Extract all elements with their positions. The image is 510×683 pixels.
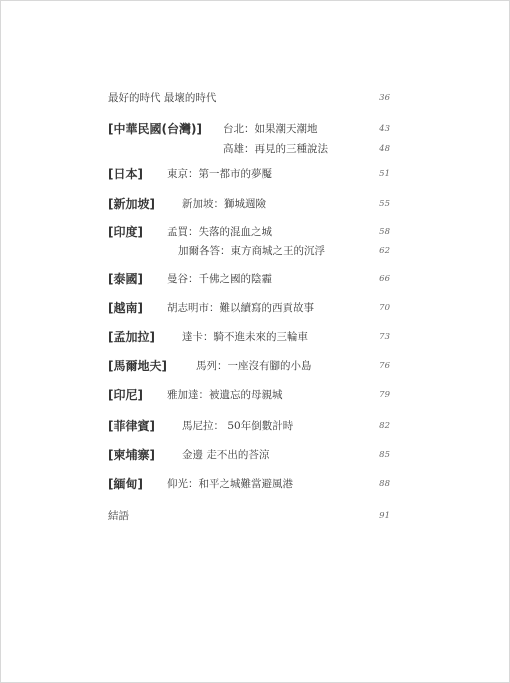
- toc-entry: [1, 298, 510, 318]
- country-label: [中華民國(台灣)]: [108, 122, 202, 136]
- toc-entry: [1, 194, 510, 214]
- toc-page-number: 55: [379, 199, 390, 209]
- toc-page-number: 73: [379, 332, 390, 342]
- toc-page-number: 88: [379, 479, 390, 489]
- toc-entry-title: 馬尼拉： 50年倒數計時: [182, 420, 294, 432]
- toc-page-number: 58: [379, 227, 390, 237]
- toc-page-number: 66: [379, 274, 390, 284]
- toc-entry: [1, 474, 510, 494]
- country-label: [馬爾地夫]: [108, 359, 167, 373]
- toc-entry-title: 高雄：再見的三種說法: [223, 143, 328, 155]
- toc-page-number: 48: [379, 144, 390, 154]
- toc-entry-title: 金邊 走不出的荅涼: [182, 449, 270, 461]
- toc-entry-title: 台北：如果潮天潮地: [223, 123, 318, 135]
- country-label: [越南]: [108, 301, 143, 315]
- toc-entry-title: 馬列：一座沒有腳的小島: [196, 360, 312, 372]
- country-label: [柬埔寨]: [108, 448, 155, 462]
- toc-entry: [1, 222, 510, 242]
- toc-entry: [1, 241, 510, 261]
- toc-entry-intro: [1, 88, 510, 108]
- country-label: [菲律賓]: [108, 419, 155, 433]
- toc-entry-title: 東京：第一都市的夢魘: [167, 168, 272, 180]
- toc-entry-title: 曼谷：千佛之國的陰霾: [167, 273, 272, 285]
- country-label: [印度]: [108, 225, 143, 239]
- toc-entry: [1, 416, 510, 436]
- country-label: [緬甸]: [108, 477, 143, 491]
- toc-page-number: 91: [379, 511, 390, 521]
- toc-entry: [1, 119, 510, 139]
- toc-page-number: 82: [379, 421, 390, 431]
- toc-entry: [1, 445, 510, 465]
- toc-entry-title: 加爾各答：東方商城之王的沉浮: [178, 245, 325, 257]
- toc-entry-title: 最好的時代 最壞的時代: [108, 92, 217, 104]
- toc-page-number: 51: [379, 169, 390, 179]
- toc-entry-title: 雅加達：被遺忘的母親城: [167, 389, 283, 401]
- toc-page-number: 85: [379, 450, 390, 460]
- toc-entry: [1, 327, 510, 347]
- toc-page-number: 79: [379, 390, 390, 400]
- toc-entry: [1, 269, 510, 289]
- toc-entry-title: 結語: [108, 510, 129, 522]
- country-label: [泰國]: [108, 272, 143, 286]
- toc-page-number: 43: [379, 124, 390, 134]
- toc-entry-title: 達卡：騎不進未來的三輪車: [182, 331, 308, 343]
- toc-entry-title: 胡志明市：難以續寫的西貢故事: [167, 302, 314, 314]
- toc-entry-outro: [1, 506, 510, 526]
- country-label: [孟加拉]: [108, 330, 155, 344]
- toc-page-number: 70: [379, 303, 390, 313]
- toc-entry: [1, 139, 510, 159]
- toc-page-number: 76: [379, 361, 390, 371]
- country-label: [印尼]: [108, 388, 143, 402]
- toc-page-number: 36: [379, 93, 390, 103]
- country-label: [新加坡]: [108, 197, 155, 211]
- country-label: [日本]: [108, 167, 143, 181]
- toc-entry: [1, 385, 510, 405]
- toc-entry-title: 仰光：和平之城難當避風港: [167, 478, 293, 490]
- toc-page-number: 62: [379, 246, 390, 256]
- toc-entry-title: 孟買：失落的混血之城: [167, 226, 272, 238]
- toc-entry: [1, 164, 510, 184]
- toc-entry: [1, 356, 510, 376]
- toc-entry-title: 新加坡：獅城週險: [182, 198, 266, 210]
